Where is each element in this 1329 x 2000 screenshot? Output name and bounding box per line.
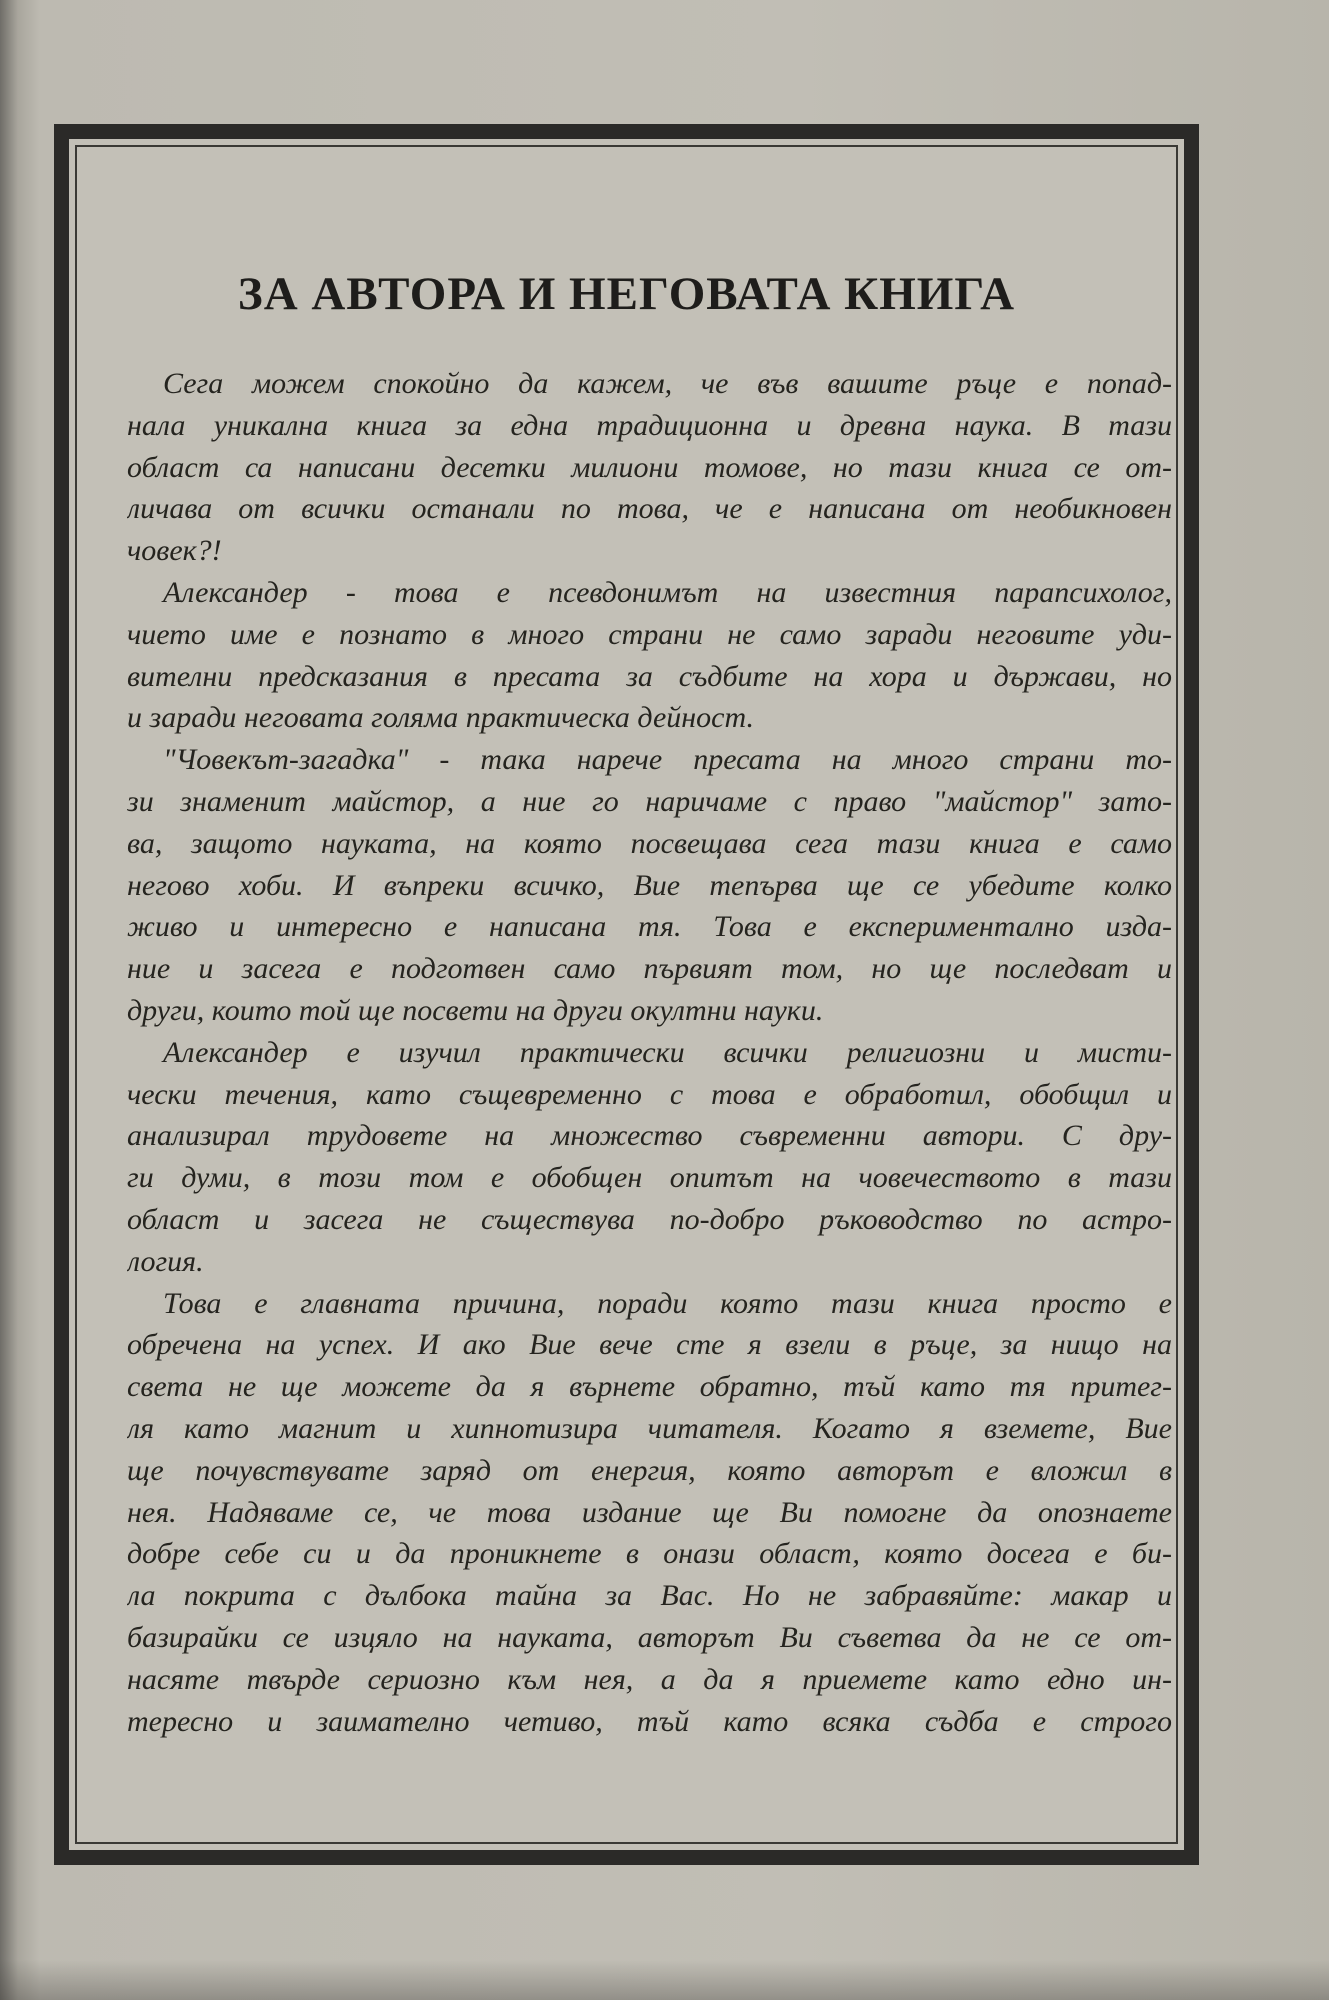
text-line: други, които той ще посвети на други окултни науки. — [127, 993, 824, 1027]
text-line: базирайки се изцяло на науката, авторът Ви съветва да не се от- — [127, 1620, 1172, 1654]
paragraph — [127, 1283, 1172, 1743]
text-line: "Човекът-загадка" - така нарече пресата на много страни то- — [163, 743, 1172, 777]
text-line: чески течения, като същевременно с това е обработил, обобщил и — [127, 1077, 1172, 1111]
text-line: насяте твърде сериозно към нея, а да я приемете като едно ин- — [127, 1662, 1172, 1696]
chapter-title: ЗА АВТОРА И НЕГОВАТА КНИГА — [237, 268, 1016, 320]
text-line: област са написани десетки милиони томове, но тази книга се от- — [127, 450, 1172, 484]
paragraph — [127, 363, 1172, 572]
paragraph — [127, 1032, 1172, 1283]
text-line: живо и интересно е написана тя. Това е експериментално изда- — [127, 910, 1172, 944]
text-line: обречена на успех. И ако Вие вече сте я взели в ръце, за нищо на — [127, 1328, 1172, 1362]
text-line: света не ще можете да я върнете обратно, тъй като тя притег- — [127, 1370, 1172, 1404]
text-line: личава от всички останали по това, че е написана от необикновен — [127, 492, 1172, 526]
text-line: негово хоби. И въпреки всичко, Вие тепърва ще се убедите колко — [127, 868, 1172, 902]
text-line: зи знаменит майстор, а ние го наричаме с право "майстор" зато- — [127, 784, 1172, 818]
paragraph — [127, 572, 1172, 739]
text-line: добре себе си и да проникнете в онази област, която досега е би- — [127, 1537, 1172, 1571]
text-line: ва, защото науката, на която посвещава сега тази книга е само — [127, 826, 1172, 860]
text-line: област и засега не съществува по-добро ръководство по астро- — [127, 1202, 1172, 1236]
text-line: Сега можем спокойно да кажем, че във вашите ръце е попад- — [163, 367, 1172, 400]
text-line: ла покрита с дълбока тайна за Вас. Но не забравяйте: макар и — [127, 1579, 1172, 1613]
text-line: нала уникална книга за една традиционна и древна наука. В тази — [127, 408, 1172, 442]
text-line: и заради неговата голяма практическа дейност. — [127, 701, 754, 735]
text-line: ще почувствувате заряд от енергия, която авторът е вложил в — [127, 1453, 1172, 1487]
text-line: ги думи, в този том е обобщен опитът на човечеството в тази — [127, 1161, 1172, 1195]
text-line: ля като магнит и хипнотизира читателя. Когато я вземете, Вие — [127, 1411, 1172, 1445]
paragraph — [127, 739, 1172, 1032]
text-line: чието име е познато в много страни не само заради неговите уди- — [127, 617, 1172, 651]
text-line: вителни предсказания в пресата за съдбите на хора и държави, но — [127, 659, 1172, 693]
text-line: Александер - това е псевдонимът на известния парапсихолог, — [163, 575, 1172, 609]
text-line: Александер е изучил практически всички религиозни и мисти- — [163, 1035, 1172, 1069]
text-line: Това е главната причина, поради която тази книга просто е — [163, 1286, 1172, 1320]
text-line: нея. Надяваме се, че това издание ще Ви помогне да опознаете — [127, 1495, 1172, 1529]
text-line: ние и засега е подготвен само първият том, но ще последват и — [127, 952, 1172, 986]
page-shadow — [0, 1960, 1329, 2000]
text-line: човек?! — [127, 534, 222, 568]
text-line: тересно и заимателно четиво, тъй като всяка съдба е строго — [127, 1704, 1172, 1738]
text-line: логия. — [127, 1244, 204, 1278]
text-line: анализирал трудовете на множество съвременни автори. С дру- — [127, 1119, 1172, 1153]
body-text — [127, 363, 1172, 1742]
page-border-frame — [54, 124, 1199, 1865]
